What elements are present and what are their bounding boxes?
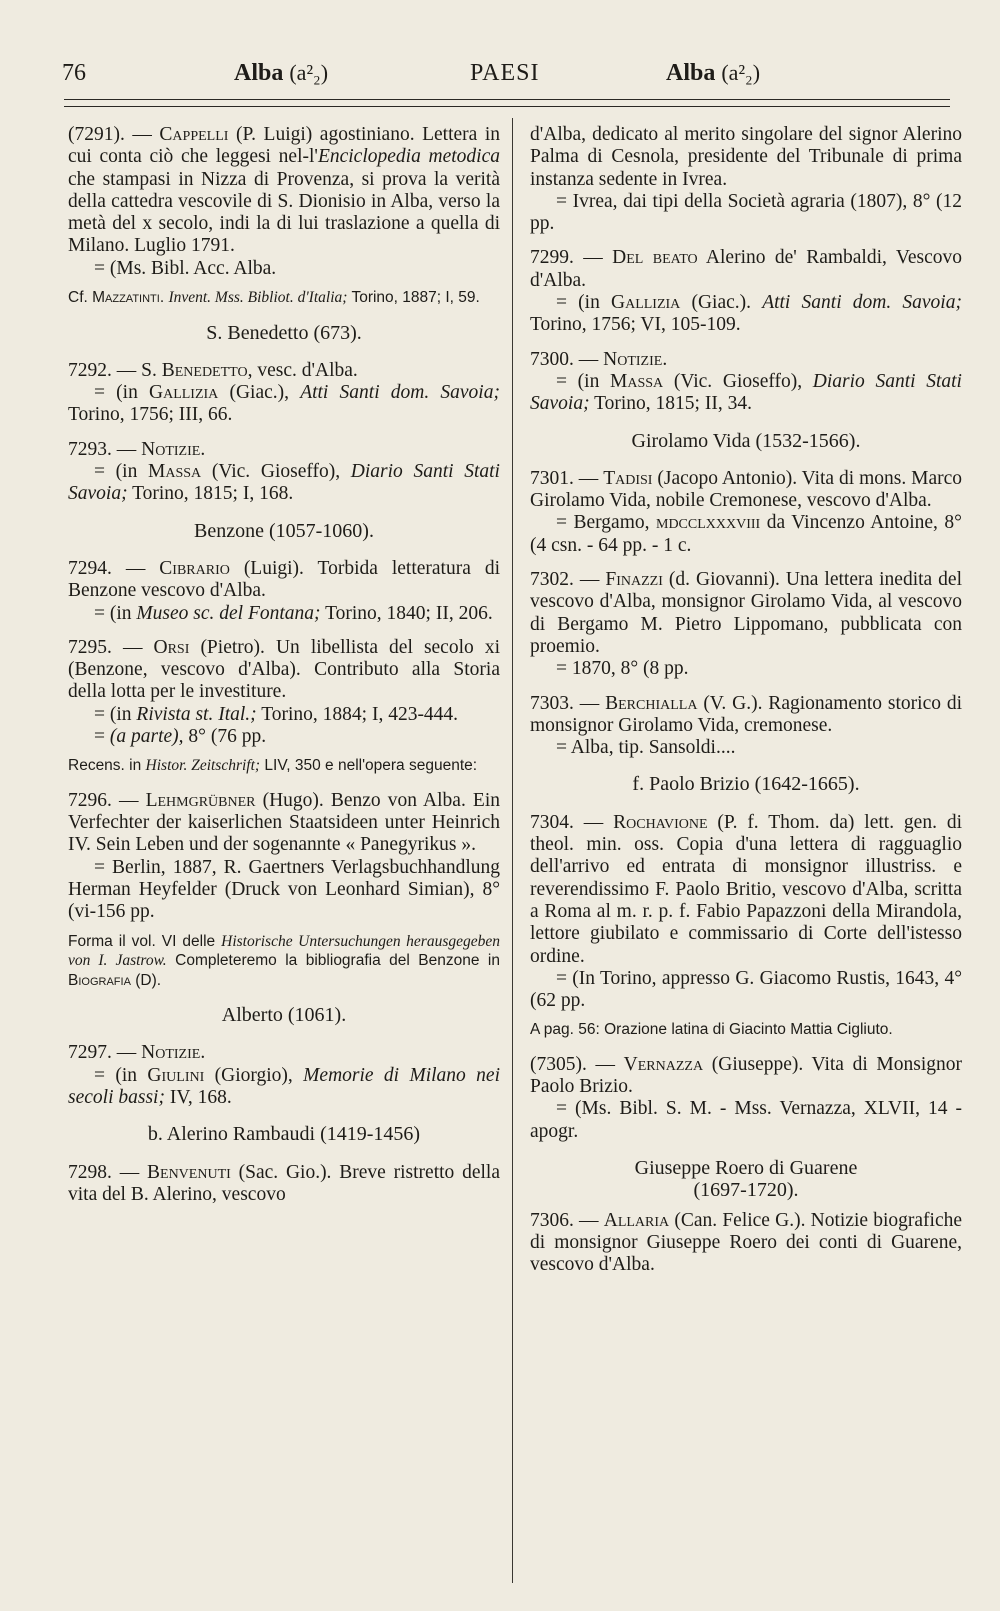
note-7291: Cf. Mazzatinti. Invent. Mss. Bibliot. d'Italia; Torino, 1887; I, 59. — [68, 289, 480, 307]
running-header — [62, 60, 940, 94]
right-column — [530, 124, 962, 1289]
section-heading-alerino: b. Alerino Rambaudi (1419-1456) — [147, 1123, 421, 1146]
entry-7300: 7300. — Notizie. = (in Massa (Vic. Gioseffo), Diario Santi Stati Savoia; Torino, 1815; II, 34. — [530, 348, 962, 415]
header-rule — [64, 99, 950, 100]
entry-7295: 7295. — Orsi (Pietro). Un libellista del secolo xi (Benzone, vescovo d'Alba). Contributo alla Storia della lotta per le investiture. = (in Rivista st. Ital.; Torino, 1884; I, 423-444. = (a parte), 8° (76 pp. — [68, 636, 500, 748]
note-7304: A pag. 56: Orazione latina di Giacinto Mattia Cigliuto. — [530, 1021, 893, 1039]
entry-7303: 7303. — Berchialla (V. G.). Ragionamento storico di monsignor Girolamo Vida, cremonese. = Alba, tip. Sansoldi.... — [530, 692, 963, 759]
entry-7306: 7306. — Allaria (Can. Felice G.). Notizie biografiche di monsignor Giuseppe Roero dei conti di Guarene, vescovo d'Alba. — [530, 1209, 963, 1276]
entry-7293: 7293. — Notizie. = (in Massa (Vic. Gioseffo), Diario Santi Stati Savoia; Torino, 1815; I, 168. — [68, 438, 500, 505]
section-heading-roero: Giuseppe Roero di Guarene (1697-1720). — [634, 1157, 858, 1202]
entry-7302: 7302. — Finazzi (d. Giovanni). Una lettera inedita del vescovo d'Alba, monsignor Girolamo Vida, al vescovo di Bergamo M. Pietro Lippomano, pubblicata con proemio. = 1870, 8° (8 pp. — [530, 569, 962, 680]
section-heading-vida: Girolamo Vida (1532-1566). — [631, 429, 861, 452]
section-heading-benedetto: S. Benedetto (673). — [206, 321, 362, 344]
entry-7299: 7299. — Del beato Alerino de' Rambaldi, Vescovo d'Alba. = (in Gallizia (Giac.). Atti Santi dom. Savoia; Torino, 1756; VI, 105-109. — [530, 247, 963, 336]
entry-7291: (7291). — Cappelli (P. Luigi) agostiniano. Lettera in cui conta ciò che leggesi nel-l'Enciclopedia metodica che stampasi in Nizza di Provenza, si prova la verità della cattedra vescovile di S. Dionisio in Alba, verso la metà del x secolo, indi la di lui traslazione a quella di Milano. Luglio 1791. = (Ms. Bibl. Acc. Alba. — [68, 124, 501, 279]
entry-7305: (7305). — Vernazza (Giuseppe). Vita di Monsignor Paolo Brizio. = (Ms. Bibl. S. M. - Mss. Vernazza, XLVII, 14 - apogr. — [530, 1053, 962, 1142]
note-7296: Forma il vol. VI delle Historische Untersuchungen herausgegeben von I. Jastrow. Completeremo la bibliografia del Benzone in Biografia (D). — [68, 932, 500, 989]
entry-7304: 7304. — Rochavione (P. f. Thom. da) lett. gen. di theol. min. oss. Copia d'una lettera di ragguaglio dell'arrivo ed entrata di monsignor illustriss. e reverendissimo F. Paolo Britio, vescovo d'Alba, scritta a Roma al m. r. p. f. Fabio Papazzoni della Mirandola, lettore giubilato e commissario di Corte dell'istesso ordine. = (In Torino, appresso G. Giacomo Rustis, 1643, 4° (62 pp. — [530, 811, 962, 1012]
header-right: Alba (a²₂) — [666, 60, 761, 86]
section-heading-alberto: Alberto (1061). — [221, 1004, 347, 1027]
entry-7296: 7296. — Lehmgrübner (Hugo). Benzo von Alba. Ein Verfechter der kaiserlichen Staatsideen unter Heinrich IV. Sein Leben und der sogenannte « Panegyrikus ». = Berlin, 1887, R. Gaertners Verlagsbuchhandlung Herman Heyfelder (Druck von Leonhard Simian), 8° (vi-156 pp. — [68, 789, 500, 923]
note-7295: Recens. in Histor. Zeitschrift; LIV, 350 e nell'opera seguente: — [68, 757, 478, 775]
column-divider — [512, 118, 513, 1583]
entry-7298-continued: d'Alba, dedicato al merito singolare del signor Alerino Palma di Cesnola, presidente del Tribunale di prima instanza sedente in Ivrea. = Ivrea, dai tipi della Società agraria (1807), 8° (12 pp. — [530, 124, 962, 235]
section-heading-brizio: f. Paolo Brizio (1642-1665). — [632, 773, 860, 796]
entry-7298: 7298. — Benvenuti (Sac. Gio.). Breve ristretto della vita del B. Alerino, vescovo — [68, 1161, 501, 1205]
page-number: 76 — [62, 60, 86, 86]
entry-7297: 7297. — Notizie. = (in Giulini (Giorgio), Memorie di Milano nei secoli bassi; IV, 168. — [68, 1042, 500, 1108]
entry-7301: 7301. — Tadisi (Jacopo Antonio). Vita di mons. Marco Girolamo Vida, nobile Cremonese, vescovo d'Alba. = Bergamo, mdcclxxxviii da Vincenzo Antoine, 8° (4 csn. - 64 pp. - 1 c. — [530, 467, 963, 556]
left-column — [68, 124, 500, 1218]
entry-7292: 7292. — S. Benedetto, vesc. d'Alba. = (in Gallizia (Giac.), Atti Santi dom. Savoia; Torino, 1756; III, 66. — [68, 359, 500, 426]
header-center: PAESI — [470, 60, 540, 86]
entry-7294: 7294. — Cibrario (Luigi). Torbida letteratura di Benzone vescovo d'Alba. = (in Museo sc. del Fontana; Torino, 1840; II, 206. — [68, 557, 500, 624]
section-heading-benzone: Benzone (1057-1060). — [194, 519, 374, 542]
header-rule-thin — [64, 106, 950, 107]
header-left: Alba (a²₂) — [234, 60, 329, 86]
